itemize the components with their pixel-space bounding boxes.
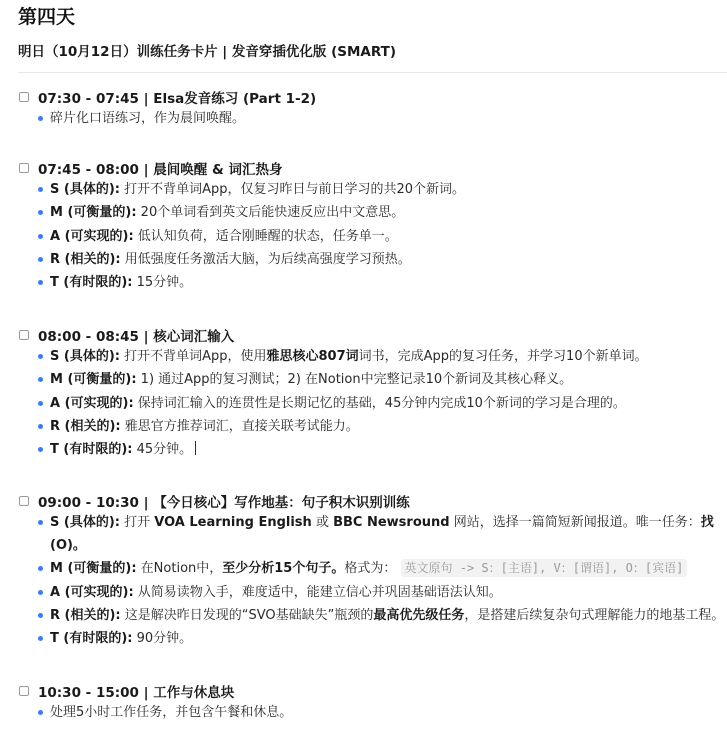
list-item[interactable]: T (有时限的): 45分钟。 xyxy=(19,438,648,461)
bullet-list xyxy=(19,511,724,650)
bullet-dot-icon xyxy=(38,401,43,406)
todo-title[interactable]: 07:45 - 08:00 | 晨间唤醒 & 词汇热身 xyxy=(38,162,283,178)
todo-checkbox[interactable] xyxy=(19,92,29,102)
todo-title[interactable]: 10:30 - 15:00 | 工作与休息块 xyxy=(38,685,235,701)
bullet-dot-icon xyxy=(38,520,43,525)
list-item[interactable]: S (具体的): 打开不背单词App，仅复习昨日与前日学习的共20个新词。 xyxy=(19,178,465,201)
todo-block xyxy=(19,158,465,294)
todo-block xyxy=(19,491,724,650)
list-item[interactable]: S (具体的): 打开 VOA Learning English 或 BBC Newsround 网站，选择一篇简短新闻报道。唯一任务：找 xyxy=(19,511,724,534)
todo-title[interactable]: 08:00 - 08:45 | 核心词汇输入 xyxy=(38,329,235,345)
text-cursor xyxy=(195,441,196,455)
bullet-dot-icon xyxy=(38,187,43,192)
list-item[interactable]: A (可实现的): 保持词汇输入的连贯性是长期记忆的基础，45分钟内完成10个新词的学习是合理的。 xyxy=(19,392,648,415)
bullet-dot-icon xyxy=(38,636,43,641)
bullet-dot-icon xyxy=(38,613,43,618)
list-item[interactable]: M (可衡量的): 1) 通过App的复习测试；2) 在Notion中完整记录10个新词及其核心释义。 xyxy=(19,368,648,391)
todo-title[interactable]: 07:30 - 07:45 | Elsa发音练习 (Part 1-2) xyxy=(38,91,317,107)
list-item[interactable]: 处理5小时工作任务，并包含午餐和休息。 xyxy=(19,701,292,724)
todo-block xyxy=(19,325,648,461)
todo-block xyxy=(19,681,292,724)
todo-checkbox[interactable] xyxy=(19,496,29,506)
list-item-continuation[interactable]: (O)。 xyxy=(50,538,86,554)
bullet-list xyxy=(19,178,465,294)
bullet-dot-icon xyxy=(38,377,43,382)
todo-checkbox[interactable] xyxy=(19,163,29,173)
page-title: 第四天 xyxy=(18,6,76,28)
bullet-dot-icon xyxy=(38,590,43,595)
bullet-dot-icon xyxy=(38,210,43,215)
inline-code[interactable]: 英文原句 -> S：[主语], V：[谓语], O：[宾语] xyxy=(401,559,688,577)
list-item[interactable]: T (有时限的): 15分钟。 xyxy=(19,271,465,294)
bullet-list xyxy=(19,107,316,130)
list-item[interactable]: S (具体的): 打开不背单词App，使用雅思核心807词词书，完成App的复习任务，并学习10个新单词。 xyxy=(19,345,648,368)
bullet-list xyxy=(19,345,648,461)
list-item[interactable]: R (相关的): 用低强度任务激活大脑，为后续高强度学习预热。 xyxy=(19,248,465,271)
bullet-dot-icon xyxy=(38,280,43,285)
list-item[interactable]: M (可衡量的): 20个单词看到英文后能快速反应出中文意思。 xyxy=(19,201,465,224)
list-item[interactable]: R (相关的): 雅思官方推荐词汇，直接关联考试能力。 xyxy=(19,415,648,438)
bullet-dot-icon xyxy=(38,354,43,359)
list-item[interactable]: R (相关的): 这是解决昨日发现的“SVO基础缺失”瓶颈的最高优先级任务，是搭建后续复杂句式理解能力的地基工程。 xyxy=(19,604,724,627)
bullet-dot-icon xyxy=(38,424,43,429)
list-item[interactable]: M (可衡量的): 在Notion中，至少分析15个句子。格式为： 英文原句 -> S：[主语], V：[谓语], O：[宾语] xyxy=(19,557,724,580)
todo-checkbox[interactable] xyxy=(19,330,29,340)
page-subtitle[interactable]: 明日（10月12日）训练任务卡片 | 发音穿插优化版 (SMART) xyxy=(18,44,397,60)
todo-title[interactable]: 09:00 - 10:30 | 【今日核心】写作地基：句子积木识别训练 xyxy=(38,495,410,511)
bullet-list xyxy=(19,701,292,724)
todo-checkbox[interactable] xyxy=(19,686,29,696)
bullet-dot-icon xyxy=(38,566,43,571)
list-item[interactable]: 碎片化口语练习，作为晨间唤醒。 xyxy=(19,107,316,130)
bullet-dot-icon xyxy=(38,710,43,715)
bullet-dot-icon xyxy=(38,234,43,239)
list-item[interactable]: A (可实现的): 低认知负荷，适合刚睡醒的状态，任务单一。 xyxy=(19,225,465,248)
divider xyxy=(18,72,727,73)
bullet-dot-icon xyxy=(38,257,43,262)
list-item[interactable]: A (可实现的): 从简易读物入手，难度适中，能建立信心并巩固基础语法认知。 xyxy=(19,581,724,604)
bullet-dot-icon xyxy=(38,447,43,452)
bullet-dot-icon xyxy=(38,116,43,121)
todo-block xyxy=(19,87,316,130)
list-item[interactable]: T (有时限的): 90分钟。 xyxy=(19,627,724,650)
